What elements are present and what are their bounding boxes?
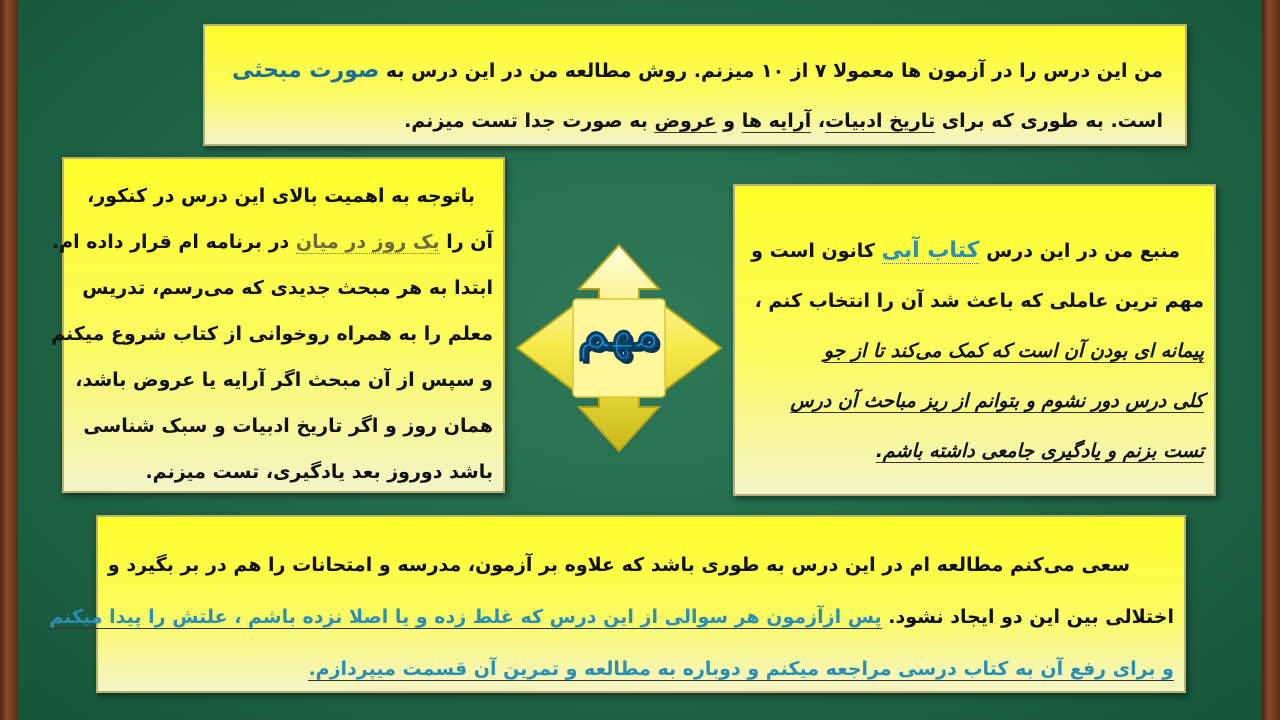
bottom-line-2-blue: پس ازآزمون هر سوالی از این درس که غلط زده و یا اصلا نزده باشم ، علتش را پیدا میکنم <box>49 606 882 628</box>
mohem-label: مهم <box>577 301 661 360</box>
right-line-3 <box>745 326 1204 376</box>
right-line-2: مهم ترین عاملی که باعث شد آن را انتخاب کنم ، <box>754 290 1204 312</box>
left-line-5: و سپس از آن مبحث اگر آرایه یا عروض باشد، <box>75 369 493 391</box>
top-text-box <box>203 24 1187 146</box>
bottom-line-3 <box>108 643 1174 695</box>
right-line-1 <box>745 226 1204 276</box>
frame-right <box>1262 0 1280 720</box>
left-line-3: ابتدا به هر مبحث جدیدی که می‌رسم، تدریس <box>82 277 493 299</box>
bottom-line-1: سعی می‌کنم مطالعه ام در این درس به طوری باشد که علاوه بر آزمون، مدرسه و امتحانات را هم در بر بگیرد و <box>107 554 1130 576</box>
separator-1: ، <box>811 110 826 132</box>
right-line-1a: منبع من در این درس <box>979 240 1180 262</box>
underline-arayeha: آرایه ها <box>741 110 812 132</box>
left-line-1: باتوجه به اهمیت بالای این درس در کنکور، <box>87 185 475 207</box>
top-line-1 <box>227 46 1163 96</box>
right-line-5-text: تست بزنم و یادگیری جامعی داشته باشم. <box>875 440 1204 462</box>
right-text-box <box>733 184 1216 496</box>
top-highlight-mabhasi: صورت مبحثی <box>232 58 380 83</box>
left-line-2 <box>51 219 493 265</box>
top-line-2-end: به صورت جدا تست میزنم. <box>404 110 655 132</box>
right-line-1b: کانون است و <box>751 240 882 262</box>
left-line-4: معلم را به همراه روخوانی از کتاب شروع میکنم <box>51 323 493 345</box>
left-line-7: باشد دوروز بعد یادگیری، تست میزنم. <box>145 461 493 483</box>
highlight-yek-ruz-dar-mian: یک روز در میان <box>295 231 440 253</box>
bottom-line-2a: اختلالی بین این دو ایجاد نشود. <box>881 606 1174 628</box>
four-way-arrow-graphic <box>513 243 725 453</box>
right-line-3-text: پیمانه ای بودن آن است که کمک می‌کند تا از جو <box>823 340 1204 362</box>
right-line-5 <box>745 426 1204 476</box>
separator-2: و <box>716 110 742 132</box>
top-line-2 <box>227 96 1163 146</box>
top-line-2-text: است. به طوری که برای <box>935 110 1163 132</box>
highlight-ketab-abi: کتاب آبی <box>881 238 980 263</box>
right-line-4 <box>745 376 1204 426</box>
bottom-line-2 <box>49 591 1174 643</box>
right-line-4-text: کلی درس دور نشوم و بتوانم از ریز مباحث آن درس <box>790 390 1204 412</box>
left-line-2b: در برنامه ام قرار داده ام. <box>51 231 296 253</box>
frame-left <box>0 0 18 720</box>
top-line-1-text: من این درس را در آزمون ها معمولا ۷ از ۱۰ میزنم. روش مطالعه من در این درس به <box>379 60 1163 82</box>
left-text-box <box>51 157 505 493</box>
bottom-text-box <box>49 515 1186 693</box>
left-line-6: همان روز و اگر تاریخ ادبیات و سبک شناسی <box>83 415 493 437</box>
left-line-2a: آن را <box>439 231 493 253</box>
underline-aruz: عروض <box>654 110 717 132</box>
bottom-line-3-blue: و برای رفع آن به کتاب درسی مراجعه میکنم و دوباره به مطالعه و تمرین آن قسمت میپردازم. <box>308 658 1174 680</box>
underline-tarikh-adabiat: تاریخ ادبیات <box>825 110 936 132</box>
